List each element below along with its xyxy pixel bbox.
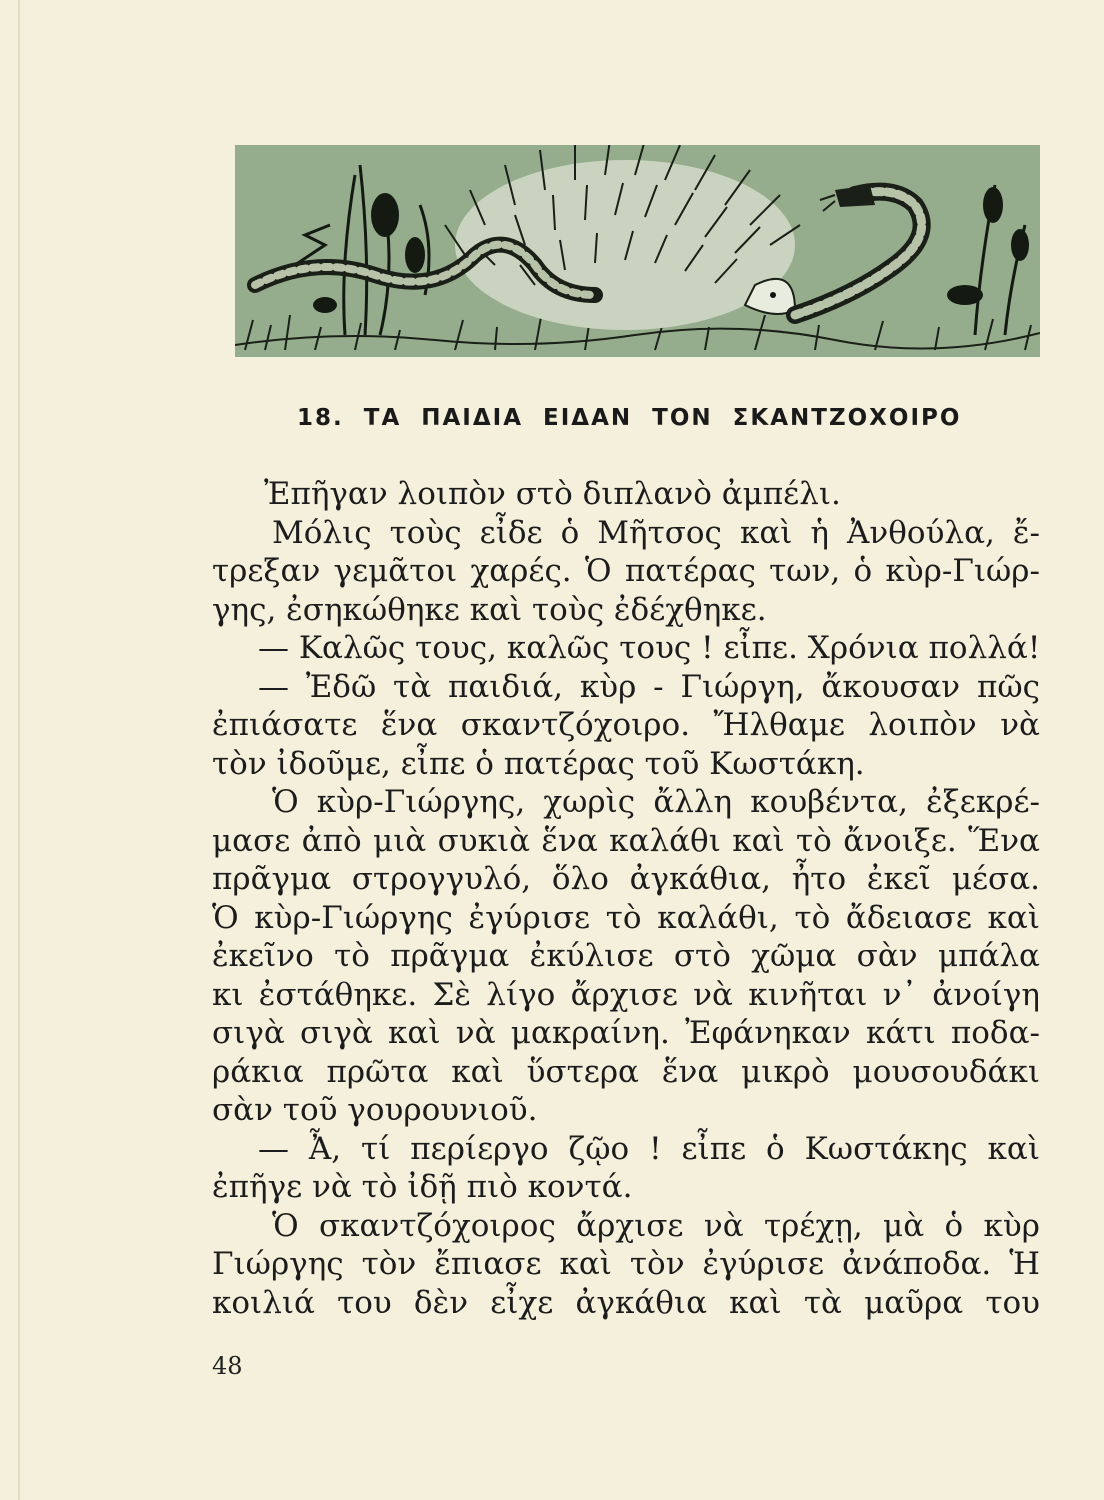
text-line: σὰν τοῦ γουρουνιοῦ. (212, 1092, 538, 1128)
text-line: Γιώργης τὸν ἔπιασε καὶ τὸν ἐγύρισε ἀνάποδα. Ἡ (212, 1246, 1040, 1282)
text-line: Ὁ κὺρ-Γιώργης, χωρὶς ἄλλη κουβέντα, ἐξεκρέ- (272, 784, 1040, 820)
text-line: Ἐπῆγαν λοιπὸν στὸ διπλανὸ ἀμπέλι. (264, 476, 841, 512)
text-line: — Ἐδῶ τὰ παιδιά, κὺρ - Γιώργη, ἄκουσαν πῶς (258, 668, 1040, 705)
text-line: ἐπιάσατε ἕνα σκαντζόχοιρο. Ἤλθαμε λοιπὸν νὰ (212, 707, 1040, 743)
text-line: πρᾶγμα στρογγυλό, ὅλο ἀγκάθια, ἦτο ἐκεῖ μέσα. (212, 861, 1040, 897)
text-line: — Καλῶς τους, καλῶς τους ! εἶπε. Χρόνια πολλά! (258, 630, 1041, 666)
text-line: Μόλις τοὺς εἶδε ὁ Μῆτσος καὶ ἡ Ἀνθούλα, ἔ- (272, 514, 1040, 551)
hedgehog-snake-illustration (235, 145, 1040, 357)
text-line: ράκια πρῶτα καὶ ὕστερα ἕνα μικρὸ μουσουδάκι (212, 1053, 1040, 1090)
text-line: μασε ἀπὸ μιὰ συκιὰ ἕνα καλάθι καὶ τὸ ἄνοιξε. Ἕνα (212, 822, 1040, 859)
body-text (212, 475, 1040, 1322)
text-line: ἐπῆγε νὰ τὸ ἰδῇ πιὸ κοντά. (212, 1169, 633, 1205)
text-line: τὸν ἰδοῦμε, εἶπε ὁ πατέρας τοῦ Κωστάκη. (212, 745, 865, 782)
page-edge (18, 0, 20, 1500)
text-line: γης, ἐσηκώθηκε καὶ τοὺς ἐδέχθηκε. (212, 591, 767, 628)
text-line: τρεξαν γεμᾶτοι χαρές. Ὁ πατέρας των, ὁ κὺρ-Γιώρ- (212, 553, 1040, 589)
text-line: Ὁ κὺρ-Γιώργης ἐγύρισε τὸ καλάθι, τὸ ἄδειασε καὶ (212, 899, 1040, 936)
text-line: κι ἐστάθηκε. Σὲ λίγο ἄρχισε νὰ κινῆται ν᾽ ἀνοίγη (212, 976, 1040, 1013)
text-line: — Ἆ, τί περίεργο ζῷο ! εἶπε ὁ Κωστάκης καὶ (258, 1130, 1040, 1167)
text-line: ἐκεῖνο τὸ πρᾶγμα ἐκύλισε στὸ χῶμα σὰν μπάλα (212, 938, 1040, 974)
text-line: κοιλιά του δὲν εἶχε ἀγκάθια καὶ τὰ μαῦρα του (212, 1284, 1040, 1321)
text-line: σιγὰ σιγὰ καὶ νὰ μακραίνη. Ἐφάνηκαν κάτι ποδα- (212, 1015, 1040, 1051)
chapter-title: 18. ΤΑ ΠΑΙΔΙΑ ΕΙΔΑΝ ΤΟΝ ΣΚΑΝΤΖΟΧΟΙΡΟ (297, 405, 962, 431)
page-number: 48 (212, 1352, 243, 1380)
text-line: Ὁ σκαντζόχοιρος ἄρχισε νὰ τρέχῃ, μὰ ὁ κὺρ (272, 1207, 1040, 1244)
